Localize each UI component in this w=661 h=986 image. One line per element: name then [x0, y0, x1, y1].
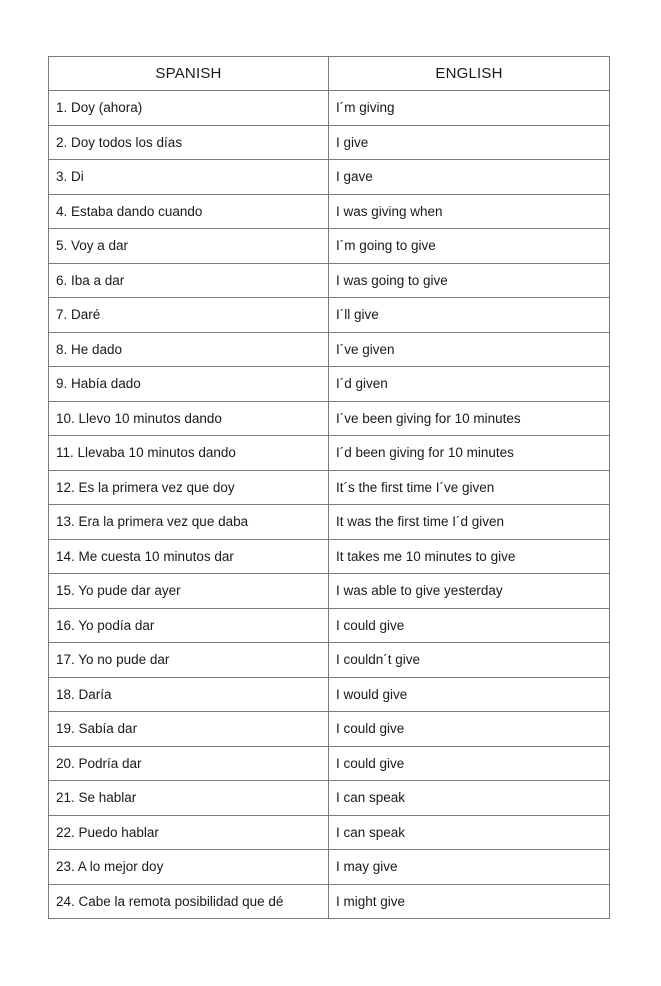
spanish-cell: 16. Yo podía dar	[49, 608, 329, 643]
spanish-cell: 3. Di	[49, 160, 329, 195]
english-cell: I was able to give yesterday	[329, 574, 610, 609]
spanish-cell: 7. Daré	[49, 298, 329, 333]
english-cell: I was giving when	[329, 194, 610, 229]
english-cell: I´ve been giving for 10 minutes	[329, 401, 610, 436]
header-english: ENGLISH	[329, 57, 610, 91]
english-cell: I couldn´t give	[329, 643, 610, 678]
english-cell: I´d been giving for 10 minutes	[329, 436, 610, 471]
table-row	[49, 125, 610, 160]
spanish-cell: 23. A lo mejor doy	[49, 850, 329, 885]
table-row	[49, 539, 610, 574]
spanish-cell: 22. Puedo hablar	[49, 815, 329, 850]
english-cell: I´ll give	[329, 298, 610, 333]
spanish-cell: 20. Podría dar	[49, 746, 329, 781]
english-cell: I could give	[329, 608, 610, 643]
header-row	[49, 57, 610, 91]
english-cell: I´d given	[329, 367, 610, 402]
english-cell: I can speak	[329, 815, 610, 850]
table-row	[49, 815, 610, 850]
spanish-cell: 6. Iba a dar	[49, 263, 329, 298]
english-cell: I was going to give	[329, 263, 610, 298]
table-row	[49, 643, 610, 678]
spanish-cell: 19. Sabía dar	[49, 712, 329, 747]
table-row	[49, 332, 610, 367]
spanish-cell: 15. Yo pude dar ayer	[49, 574, 329, 609]
english-cell: It takes me 10 minutes to give	[329, 539, 610, 574]
table-row	[49, 401, 610, 436]
spanish-cell: 8. He dado	[49, 332, 329, 367]
table-row	[49, 505, 610, 540]
header-spanish: SPANISH	[49, 57, 329, 91]
english-cell: I can speak	[329, 781, 610, 816]
english-cell: It was the first time I´d given	[329, 505, 610, 540]
english-cell: I give	[329, 125, 610, 160]
english-cell: I gave	[329, 160, 610, 195]
english-cell: I may give	[329, 850, 610, 885]
english-cell: I could give	[329, 746, 610, 781]
table-row	[49, 677, 610, 712]
english-cell: It´s the first time I´ve given	[329, 470, 610, 505]
english-cell: I might give	[329, 884, 610, 919]
document-page	[48, 56, 609, 919]
table-row	[49, 608, 610, 643]
spanish-cell: 13. Era la primera vez que daba	[49, 505, 329, 540]
table-row	[49, 91, 610, 126]
table-row	[49, 367, 610, 402]
table-row	[49, 194, 610, 229]
table-row	[49, 229, 610, 264]
table-row	[49, 436, 610, 471]
table-row	[49, 574, 610, 609]
english-cell: I´m going to give	[329, 229, 610, 264]
table-row	[49, 781, 610, 816]
spanish-cell: 14. Me cuesta 10 minutos dar	[49, 539, 329, 574]
english-cell: I´m giving	[329, 91, 610, 126]
spanish-cell: 12. Es la primera vez que doy	[49, 470, 329, 505]
table-row	[49, 470, 610, 505]
spanish-cell: 11. Llevaba 10 minutos dando	[49, 436, 329, 471]
table-row	[49, 746, 610, 781]
table-row	[49, 712, 610, 747]
spanish-cell: 21. Se hablar	[49, 781, 329, 816]
table-row	[49, 298, 610, 333]
spanish-cell: 9. Había dado	[49, 367, 329, 402]
translation-table	[48, 56, 610, 919]
spanish-cell: 1. Doy (ahora)	[49, 91, 329, 126]
english-cell: I´ve given	[329, 332, 610, 367]
english-cell: I would give	[329, 677, 610, 712]
table-row	[49, 160, 610, 195]
spanish-cell: 17. Yo no pude dar	[49, 643, 329, 678]
spanish-cell: 10. Llevo 10 minutos dando	[49, 401, 329, 436]
spanish-cell: 18. Daría	[49, 677, 329, 712]
table-row	[49, 850, 610, 885]
table-row	[49, 263, 610, 298]
spanish-cell: 2. Doy todos los días	[49, 125, 329, 160]
spanish-cell: 5. Voy a dar	[49, 229, 329, 264]
table-row	[49, 884, 610, 919]
spanish-cell: 24. Cabe la remota posibilidad que dé	[49, 884, 329, 919]
english-cell: I could give	[329, 712, 610, 747]
spanish-cell: 4. Estaba dando cuando	[49, 194, 329, 229]
